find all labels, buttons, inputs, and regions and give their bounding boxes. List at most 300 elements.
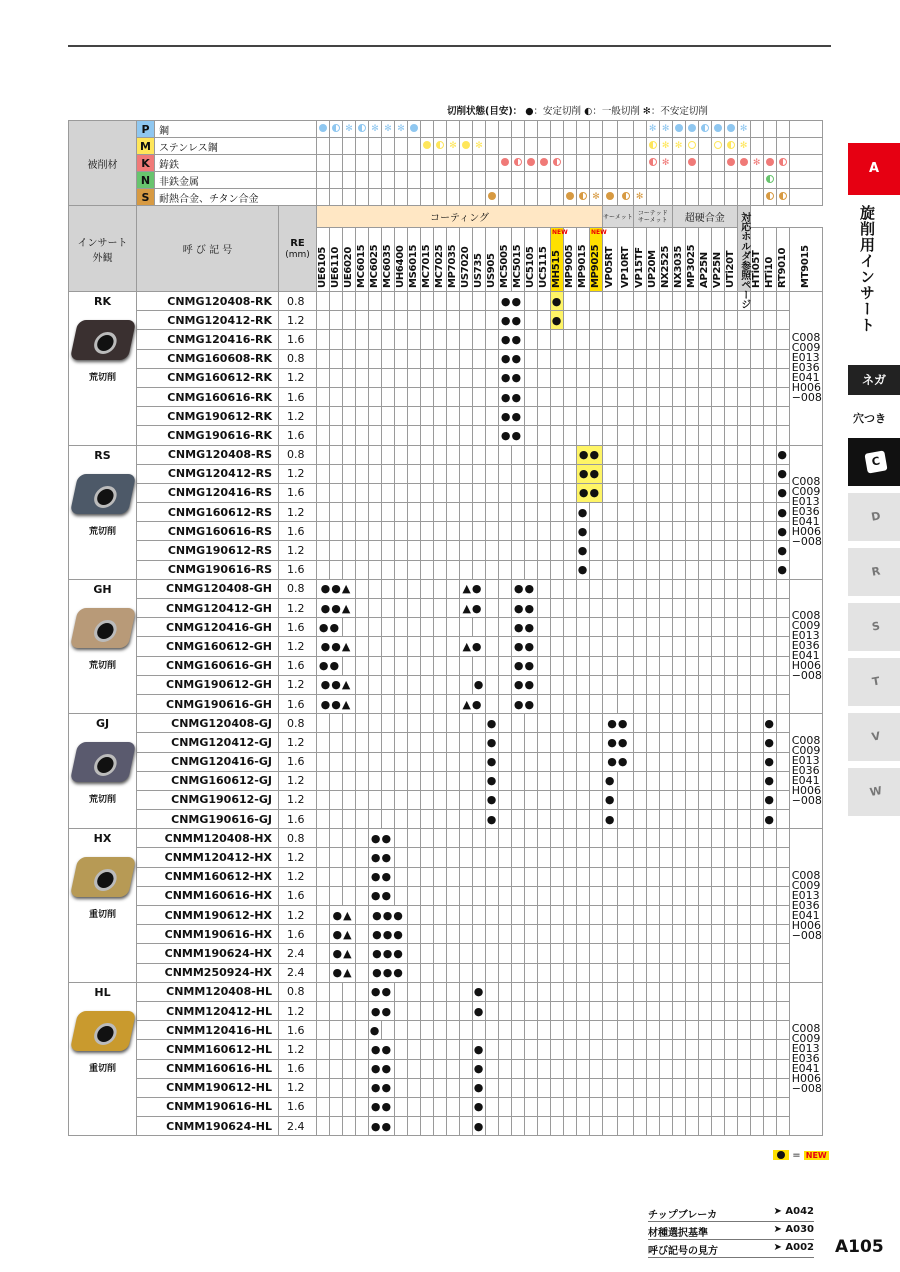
- re-value: 1.2: [279, 867, 317, 886]
- section-tab-a[interactable]: A: [848, 143, 900, 195]
- insert-image: [69, 320, 136, 360]
- material-name: ステンレス鋼: [155, 138, 317, 155]
- material-suitability-cell: [685, 155, 698, 172]
- re-value: 1.6: [279, 886, 317, 905]
- material-suitability-cell: ✻: [672, 138, 685, 155]
- material-name: 非鉄金属: [155, 172, 317, 189]
- material-suitability-cell: [646, 172, 659, 189]
- grade-mark: ▲●: [460, 637, 486, 656]
- grade-header: [672, 228, 685, 292]
- re-value: 1.2: [279, 599, 317, 618]
- grade-header: [382, 228, 395, 292]
- material-suitability-cell: ✻: [633, 189, 646, 206]
- grade-mark: ●: [486, 771, 499, 790]
- grade-label: HTi10: [763, 256, 775, 288]
- material-suitability-cell: [672, 121, 685, 138]
- grade-mark: ●●▲: [317, 599, 356, 618]
- grade-mark: ●●: [603, 714, 634, 733]
- material-suitability-cell: [646, 155, 659, 172]
- material-suitability-cell: [382, 138, 395, 155]
- material-suitability-cell: [408, 155, 421, 172]
- grade-header: [369, 228, 382, 292]
- re-value: 0.8: [279, 349, 317, 368]
- shape-tab-c[interactable]: [848, 438, 900, 486]
- designation-code: CNMM250924-HX: [137, 963, 279, 982]
- grade-label: UP20M: [646, 250, 658, 288]
- material-suitability-cell: [356, 172, 369, 189]
- breaker-name: RS: [94, 448, 111, 462]
- designation-code: CNMG160612-RS: [137, 503, 279, 522]
- insert-shape-cell: [69, 445, 137, 579]
- insert-shape-cell: [69, 982, 137, 1136]
- grade-header: [499, 228, 512, 292]
- re-value: 1.6: [279, 483, 317, 502]
- material-suitability-cell: [395, 189, 408, 206]
- insert-grade-table: [68, 120, 823, 1136]
- grade-label: MC6035: [382, 244, 393, 288]
- material-suitability-cell: [633, 155, 646, 172]
- holder-pages: C008 C009 E013 E036 E041 H006 −008: [789, 579, 822, 713]
- designation-code: CNMG120412-GJ: [137, 733, 279, 752]
- material-suitability-cell: ✻: [395, 121, 408, 138]
- insert-image: [69, 608, 136, 648]
- material-suitability-cell: [538, 138, 551, 155]
- grade-header: [618, 228, 633, 292]
- shape-tab-label: D: [870, 509, 882, 524]
- grade-label: VP10RT: [619, 246, 631, 288]
- material-suitability-cell: [317, 155, 330, 172]
- cutting-type: 重切削: [88, 1063, 116, 1074]
- new-legend: [773, 1150, 829, 1161]
- material-suitability-cell: [486, 155, 499, 172]
- holder-pages: C008 C009 E013 E036 E041 H006 −008: [789, 829, 822, 983]
- designation-header: 呼 び 記 号: [137, 206, 279, 292]
- material-suitability-cell: [356, 138, 369, 155]
- material-suitability-cell: [577, 138, 590, 155]
- reference-page: ➤ A002: [773, 1242, 814, 1253]
- material-suitability-cell: [512, 121, 525, 138]
- material-suitability-cell: [317, 138, 330, 155]
- material-suitability-cell: [460, 138, 473, 155]
- grade-header: [538, 228, 551, 292]
- cutting-type: 荒切削: [88, 373, 116, 383]
- material-suitability-cell: ✻: [447, 138, 460, 155]
- grade-label: NX2525: [659, 245, 671, 288]
- stable-dot-icon: ●: [525, 106, 534, 117]
- coated-cermet-header: コーテッド サーメット: [633, 206, 672, 228]
- grade-mark: ●: [763, 771, 776, 790]
- material-suitability-cell: [356, 121, 369, 138]
- grade-mark: ●●: [499, 311, 525, 330]
- insert-shape-cell: [69, 579, 137, 713]
- material-suitability-cell: [395, 138, 408, 155]
- grade-label: US735: [473, 253, 484, 288]
- material-suitability-cell: [499, 189, 512, 206]
- material-suitability-cell: [564, 189, 577, 206]
- holder-page-header: [737, 206, 750, 310]
- designation-code: CNMM160612-HX: [137, 867, 279, 886]
- re-value: 1.6: [279, 694, 317, 713]
- grade-label: MS6015: [408, 244, 419, 288]
- new-legend-eq: =: [792, 1150, 801, 1161]
- material-suitability-cell: [382, 172, 395, 189]
- shape-tab-label: T: [871, 674, 881, 689]
- material-suitability-cell: [551, 155, 564, 172]
- grade-mark: ●: [763, 752, 776, 771]
- grade-header: [564, 228, 577, 292]
- grade-mark: ●: [486, 733, 499, 752]
- material-suitability-cell: [330, 189, 343, 206]
- material-letter: M: [137, 138, 155, 155]
- grade-mark: ●: [776, 445, 789, 464]
- material-suitability-cell: [750, 138, 763, 155]
- insert-image: [69, 857, 136, 897]
- material-suitability-cell: [672, 189, 685, 206]
- material-suitability-cell: [447, 189, 460, 206]
- material-suitability-cell: [590, 138, 603, 155]
- re-header-label: RE: [290, 237, 305, 249]
- grade-header: [711, 228, 724, 292]
- material-suitability-cell: [551, 121, 564, 138]
- unstable-cross-icon: ✻: [642, 106, 651, 117]
- designation-code: CNMG190616-GJ: [137, 810, 279, 829]
- grade-mark: ●●: [369, 1097, 395, 1116]
- grade-mark: ●●: [512, 694, 538, 713]
- material-suitability-cell: [343, 189, 356, 206]
- material-suitability-cell: [577, 172, 590, 189]
- grade-mark: ●●: [499, 407, 525, 426]
- grade-mark: ●: [551, 311, 564, 330]
- insert-shape-cell: [69, 714, 137, 829]
- material-suitability-cell: [618, 121, 633, 138]
- material-suitability-cell: ✻: [659, 155, 672, 172]
- grade-label: MT9015: [799, 245, 811, 288]
- designation-code: CNMG160612-GH: [137, 637, 279, 656]
- grade-mark: ●▲: [330, 944, 356, 963]
- re-value: 1.6: [279, 387, 317, 406]
- re-value: 0.8: [279, 714, 317, 733]
- holder-pages: C008 C009 E013 E036 E041 H006 −008: [789, 292, 822, 446]
- material-suitability-cell: [564, 172, 577, 189]
- grade-label: MH515: [551, 250, 562, 288]
- grade-label: MP7035: [447, 244, 458, 288]
- material-suitability-cell: [395, 155, 408, 172]
- grade-label: UE6020: [343, 247, 354, 288]
- designation-code: CNMM190612-HL: [137, 1078, 279, 1097]
- material-suitability-cell: [512, 138, 525, 155]
- material-suitability-cell: [685, 138, 698, 155]
- material-suitability-cell: [538, 121, 551, 138]
- grade-header: [659, 228, 672, 292]
- grade-label: UC5115: [538, 246, 549, 288]
- material-suitability-cell: [434, 155, 447, 172]
- new-tag: NEW: [552, 229, 568, 236]
- material-suitability-cell: [499, 138, 512, 155]
- insert-image: [69, 474, 136, 514]
- re-value: 1.2: [279, 503, 317, 522]
- grade-label: VP15TF: [633, 247, 645, 288]
- grade-label: MC7015: [421, 244, 432, 288]
- designation-code: CNMG120416-RK: [137, 330, 279, 349]
- designation-code: CNMM190624-HL: [137, 1117, 279, 1136]
- grade-mark: ●●: [577, 445, 603, 464]
- reference-link[interactable]: [648, 1240, 814, 1258]
- re-value: 1.6: [279, 925, 317, 944]
- re-value: 1.6: [279, 1059, 317, 1078]
- re-value: 1.2: [279, 675, 317, 694]
- material-suitability-cell: [763, 121, 776, 138]
- re-value: 1.2: [279, 1001, 317, 1020]
- re-value: 0.8: [279, 292, 317, 311]
- grade-mark: ●●●: [369, 963, 408, 982]
- breaker-name: HL: [94, 985, 111, 999]
- grade-mark: ●●▲: [317, 675, 356, 694]
- material-suitability-cell: ✻: [369, 121, 382, 138]
- grade-label: MC6015: [356, 244, 367, 288]
- material-suitability-cell: ✻: [750, 155, 763, 172]
- re-value: 1.6: [279, 560, 317, 579]
- grade-header: [356, 228, 369, 292]
- material-suitability-cell: [776, 121, 789, 138]
- material-suitability-cell: [698, 189, 711, 206]
- designation-code: CNMM120412-HL: [137, 1001, 279, 1020]
- grade-label: US7020: [460, 246, 471, 288]
- re-value: 1.2: [279, 1040, 317, 1059]
- material-suitability-cell: [577, 155, 590, 172]
- material-suitability-cell: [564, 138, 577, 155]
- re-value: 1.2: [279, 311, 317, 330]
- reference-label: 材種選択基準: [648, 1228, 708, 1239]
- grade-mark: ●●: [499, 330, 525, 349]
- material-suitability-cell: [343, 138, 356, 155]
- material-suitability-cell: [330, 138, 343, 155]
- grade-header: [698, 228, 711, 292]
- material-suitability-cell: [473, 189, 486, 206]
- re-value: 1.6: [279, 656, 317, 675]
- material-suitability-cell: [590, 172, 603, 189]
- material-suitability-cell: [577, 189, 590, 206]
- grade-label: HTi05T: [750, 250, 762, 288]
- material-suitability-cell: [646, 189, 659, 206]
- re-value: 1.2: [279, 464, 317, 483]
- reference-page: ➤ A030: [773, 1224, 814, 1235]
- designation-code: CNMM120408-HX: [137, 829, 279, 848]
- re-value: 0.8: [279, 829, 317, 848]
- re-value: 1.2: [279, 790, 317, 809]
- material-suitability-cell: [590, 155, 603, 172]
- designation-code: CNMG190612-RS: [137, 541, 279, 560]
- material-suitability-cell: [603, 172, 618, 189]
- designation-code: CNMG190612-GJ: [137, 790, 279, 809]
- material-suitability-cell: [724, 189, 737, 206]
- material-suitability-cell: [486, 138, 499, 155]
- grade-header: [577, 228, 590, 292]
- material-suitability-cell: [460, 121, 473, 138]
- grade-mark: ●: [486, 810, 499, 829]
- new-legend-label: NEW: [805, 1151, 827, 1160]
- material-suitability-cell: [512, 172, 525, 189]
- grade-mark: ●: [577, 503, 590, 522]
- insert-shape-header: [69, 206, 137, 292]
- grade-mark: ●●: [512, 618, 538, 637]
- material-suitability-cell: [486, 189, 499, 206]
- insert-image: [69, 1011, 136, 1051]
- material-suitability-cell: [460, 172, 473, 189]
- material-suitability-cell: ✻: [737, 121, 750, 138]
- designation-code: CNMG120408-RS: [137, 445, 279, 464]
- material-suitability-cell: [551, 138, 564, 155]
- grade-mark: ●●: [369, 848, 395, 867]
- cutting-type: 重切削: [88, 910, 116, 921]
- material-suitability-cell: [737, 189, 750, 206]
- grade-header: [724, 228, 737, 292]
- material-suitability-cell: [408, 189, 421, 206]
- grade-mark: ●: [776, 541, 789, 560]
- insert-image: [69, 742, 136, 782]
- legend-label: 切削状態(目安)：: [447, 106, 523, 117]
- grade-mark: ●●: [369, 867, 395, 886]
- material-suitability-cell: [512, 189, 525, 206]
- grade-mark: ●●: [512, 656, 538, 675]
- grade-header: [750, 228, 763, 292]
- material-suitability-cell: [763, 155, 776, 172]
- material-suitability-cell: [473, 172, 486, 189]
- designation-code: CNMG120408-RK: [137, 292, 279, 311]
- grade-mark: ●: [486, 790, 499, 809]
- material-suitability-cell: [330, 155, 343, 172]
- material-suitability-cell: ✻: [737, 138, 750, 155]
- grade-label: MP9005: [564, 244, 575, 288]
- material-suitability-cell: [711, 121, 724, 138]
- shape-tab-w[interactable]: [848, 768, 900, 816]
- grade-mark: ●●: [369, 886, 395, 905]
- grade-header: [434, 228, 447, 292]
- grade-mark: ●●: [499, 387, 525, 406]
- grade-mark: ●: [776, 522, 789, 541]
- grade-mark: ●: [763, 733, 776, 752]
- negative-tab[interactable]: ネガ: [848, 365, 900, 395]
- material-suitability-cell: [317, 189, 330, 206]
- material-suitability-cell: [538, 155, 551, 172]
- re-value: 1.6: [279, 810, 317, 829]
- grade-mark: ●●: [577, 464, 603, 483]
- grade-mark: ●: [473, 1097, 486, 1116]
- material-suitability-cell: [408, 172, 421, 189]
- material-suitability-cell: [603, 121, 618, 138]
- grade-header: [633, 228, 646, 292]
- reference-link[interactable]: [648, 1222, 814, 1240]
- material-name: 鋼: [155, 121, 317, 138]
- material-suitability-cell: [618, 172, 633, 189]
- material-suitability-cell: [382, 155, 395, 172]
- grade-mark: ●: [486, 714, 499, 733]
- material-suitability-cell: [486, 172, 499, 189]
- shape-tab-label: R: [870, 564, 882, 579]
- material-suitability-cell: [577, 121, 590, 138]
- shape-tab-d[interactable]: [848, 493, 900, 541]
- grade-mark: ●: [486, 752, 499, 771]
- grade-mark: ●▲: [330, 906, 356, 925]
- grade-header: [776, 228, 789, 292]
- re-value: 1.2: [279, 771, 317, 790]
- material-suitability-cell: [698, 121, 711, 138]
- shape-tab-label: C: [864, 450, 887, 473]
- work-material-header: 被削材: [69, 121, 137, 206]
- material-suitability-cell: [646, 138, 659, 155]
- grade-label: UE6105: [317, 247, 328, 288]
- designation-code: CNMM160612-HL: [137, 1040, 279, 1059]
- designation-code: CNMG190612-RK: [137, 407, 279, 426]
- re-value: 0.8: [279, 982, 317, 1001]
- grade-mark: ●: [577, 560, 590, 579]
- grade-mark: ●●: [512, 675, 538, 694]
- shape-tab-label: V: [870, 729, 882, 744]
- material-suitability-cell: [525, 121, 538, 138]
- material-suitability-cell: [538, 172, 551, 189]
- material-suitability-cell: [343, 172, 356, 189]
- material-suitability-cell: [369, 155, 382, 172]
- material-suitability-cell: [382, 189, 395, 206]
- grade-header: [473, 228, 486, 292]
- designation-code: CNMG160612-GJ: [137, 771, 279, 790]
- re-value: 1.2: [279, 637, 317, 656]
- shape-tab-r[interactable]: [848, 548, 900, 596]
- grade-mark: ●: [473, 1040, 486, 1059]
- material-suitability-cell: [698, 155, 711, 172]
- re-value: 1.2: [279, 1078, 317, 1097]
- shape-tab-s[interactable]: [848, 603, 900, 651]
- material-suitability-cell: [356, 189, 369, 206]
- material-name: 耐熱合金、チタン合金: [155, 189, 317, 206]
- grade-label: US905: [486, 253, 497, 288]
- material-suitability-cell: [711, 172, 724, 189]
- material-suitability-cell: [525, 172, 538, 189]
- material-suitability-cell: [672, 155, 685, 172]
- shape-tab-t[interactable]: [848, 658, 900, 706]
- shape-tab-label: W: [868, 784, 884, 799]
- reference-links: [648, 1204, 814, 1258]
- shape-tab-v[interactable]: [848, 713, 900, 761]
- grade-mark: ●▲: [330, 925, 356, 944]
- grade-mark: ●●: [369, 1001, 395, 1020]
- page-number: A105: [835, 1237, 884, 1257]
- designation-code: CNMM120408-HL: [137, 982, 279, 1001]
- re-value: 1.2: [279, 906, 317, 925]
- material-suitability-cell: [525, 189, 538, 206]
- grade-mark: ●: [763, 790, 776, 809]
- material-suitability-cell: [499, 121, 512, 138]
- grade-mark: ●: [603, 771, 618, 790]
- material-letter: K: [137, 155, 155, 172]
- grade-header: [685, 228, 698, 292]
- new-dot-icon: [773, 1150, 789, 1160]
- grade-header: [646, 228, 659, 292]
- breaker-name: RK: [94, 295, 111, 308]
- grade-header: [395, 228, 408, 292]
- material-suitability-cell: [711, 138, 724, 155]
- grade-mark: ●: [776, 503, 789, 522]
- grade-header: [486, 228, 499, 292]
- designation-code: CNMM160616-HL: [137, 1059, 279, 1078]
- grade-mark: ●●: [499, 292, 525, 311]
- material-suitability-cell: [421, 155, 434, 172]
- grade-label: MC5005: [499, 244, 510, 288]
- designation-code: CNMG160616-RS: [137, 522, 279, 541]
- grade-mark: ●: [551, 292, 564, 311]
- grade-header: [447, 228, 460, 292]
- material-suitability-cell: [763, 172, 776, 189]
- reference-link[interactable]: [648, 1204, 814, 1222]
